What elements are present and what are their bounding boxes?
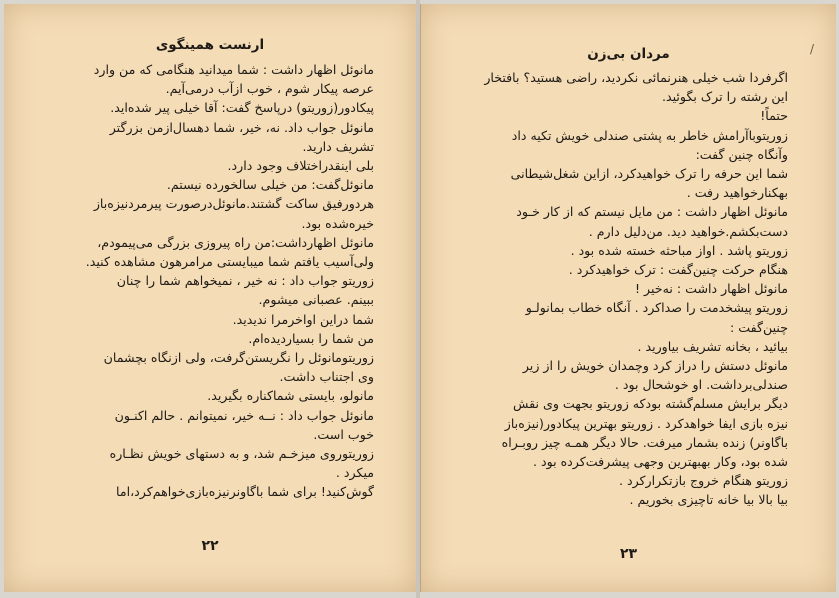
text-line: خوب است. bbox=[313, 426, 374, 442]
text-line: بهکنارخواهید رفت . bbox=[686, 185, 788, 201]
text-line: هنگام حرکت چنین‌گفت : ترک خواهیدکرد . bbox=[568, 262, 788, 278]
text-line: چنین‌گفت : bbox=[730, 319, 788, 335]
text-line: زوریتو جواب داد : نه خیر ، نمیخواهم شما را چنان bbox=[116, 273, 374, 289]
pencil-mark: / bbox=[809, 42, 814, 56]
text-line: مانوئل جواب داد. نه، خیر، شما دهسال‌ازمن بزرگتر bbox=[109, 119, 374, 135]
text-line: ولی‌آسیب یافتم شما میبایستی مرامرهون مشاهده کنید. bbox=[85, 254, 374, 270]
text-line: من شما را بسیاردیده‌ام. bbox=[248, 330, 374, 346]
left-page bbox=[4, 4, 417, 592]
text-line: گوش‌کنید! برای شما باگاونرنیزه‌بازی‌خواهم‌کرد،اما bbox=[116, 484, 374, 500]
text-line: مانوئل جواب داد : نــه خیر، نمیتوانم . حالم اکنـون bbox=[114, 407, 374, 423]
text-line: مانولو، بایستی شماکناره بگیرید. bbox=[207, 388, 374, 404]
text-line: بیا بالا بیا خانه تاچیزی بخوریم . bbox=[629, 492, 788, 508]
text-line: این رشته را ترک بگوئید. bbox=[662, 89, 788, 105]
text-line: زوریتو پیشخدمت را صداکرد . آنگاه خطاب بمانولـو bbox=[525, 300, 788, 316]
right-page bbox=[420, 4, 836, 592]
text-line: بیائید ، بخانه تشریف بیاورید . bbox=[637, 338, 788, 354]
text-line: مانوئل اظهار داشت : نه‌خیر ! bbox=[634, 281, 788, 297]
text-line: وی اجتناب داشت. bbox=[279, 369, 374, 385]
text-line: صندلی‌برداشت. او خوشحال بود . bbox=[614, 377, 788, 393]
text-line: مانوئل دستش را دراز کرد وچمدان خویش را از زیر bbox=[522, 358, 788, 374]
text-line: پیکادور(زوریتو) درپاسخ گفت: آقا خیلی پیر شده‌اید. bbox=[110, 100, 374, 116]
text-line: دیگر برایش مسلم‌گشته بودکه زوریتو بجهت وی نقش bbox=[513, 396, 788, 412]
text-line: ببینم. عصبانی میشوم. bbox=[258, 292, 374, 308]
text-line: مانوئل‌گفت: من خیلی سالخورده نیستم. bbox=[166, 177, 374, 193]
right-page-body bbox=[475, 68, 788, 510]
text-line: زوریتوروی میزخـم شد، و به دستهای خویش نظـاره bbox=[109, 446, 374, 462]
text-line: نیزه بازی ایفا خواهدکرد . زوریتو بهترین پیکادور(نیزه‌باز bbox=[504, 415, 788, 431]
text-line: میکرد . bbox=[335, 465, 374, 481]
left-page-header: ارنست همینگوی bbox=[155, 37, 265, 53]
text-line: زوریتوباآرامش خاطر به پشتی صندلی خویش تکیه داد bbox=[511, 127, 788, 143]
text-line: تشریف دارید. bbox=[302, 138, 374, 154]
right-page-number: ۲۳ bbox=[619, 546, 638, 562]
text-line: خیره‌شده بود. bbox=[301, 215, 374, 231]
text-line: مانوئل اظهارداشت:من راه پیروزی بزرگی می‌پیمودم، bbox=[97, 234, 374, 250]
text-line: مانوئل اظهار داشت : من مایل نیستم که از کار خـود bbox=[516, 204, 788, 220]
text-line: شما این حرفه را ترک خواهیدکرد، ازاین شغل‌شیطانی bbox=[510, 166, 788, 182]
text-line: مانوئل اظهار داشت : شما میدانید هنگامی که من وارد bbox=[93, 62, 374, 77]
text-line: اگرفردا شب خیلی هنرنمائی نکردید، راضی هستید؟ بافتخار bbox=[484, 70, 788, 85]
text-line: هردورفیق ساکت گشتند.مانوئل‌درصورت پیرمردنیزه‌باز bbox=[93, 196, 374, 212]
text-line: باگاونر) زنده بشمار میرفت. حالا دیگر همـه چیز روبـراه bbox=[501, 434, 788, 450]
right-page-header: مردان بی‌زن bbox=[587, 46, 670, 62]
text-line: دست‌بکشم.خواهید دید. من‌دلیل دارم . bbox=[588, 223, 788, 239]
text-line: وآنگاه چنین گفت: bbox=[695, 146, 788, 162]
left-page-body bbox=[40, 60, 374, 502]
text-line: زوریتو هنگام خروج بازتکرارکرد . bbox=[618, 473, 788, 489]
text-line: شما دراین اواخرمرا ندیدید. bbox=[232, 311, 374, 327]
text-line: بلی اینقدراختلاف وجود دارد. bbox=[227, 158, 374, 174]
text-line: زوریتو پاشد . اواز مباحثه خسته شده بود . bbox=[570, 242, 788, 258]
text-line: عرصه پیکار شوم ، خوب ازآب درمی‌آیم. bbox=[165, 81, 374, 97]
left-page-number: ۲۲ bbox=[201, 538, 219, 554]
text-line: حتماً! bbox=[760, 108, 788, 124]
text-line: شده بود، وکار بهبهترین وجهی پیشرفت‌کرده بود . bbox=[532, 454, 788, 470]
text-line: زوریتومانوئل را نگریستن‌گرفت، ولی ازنگاه بچشمان bbox=[103, 350, 374, 366]
